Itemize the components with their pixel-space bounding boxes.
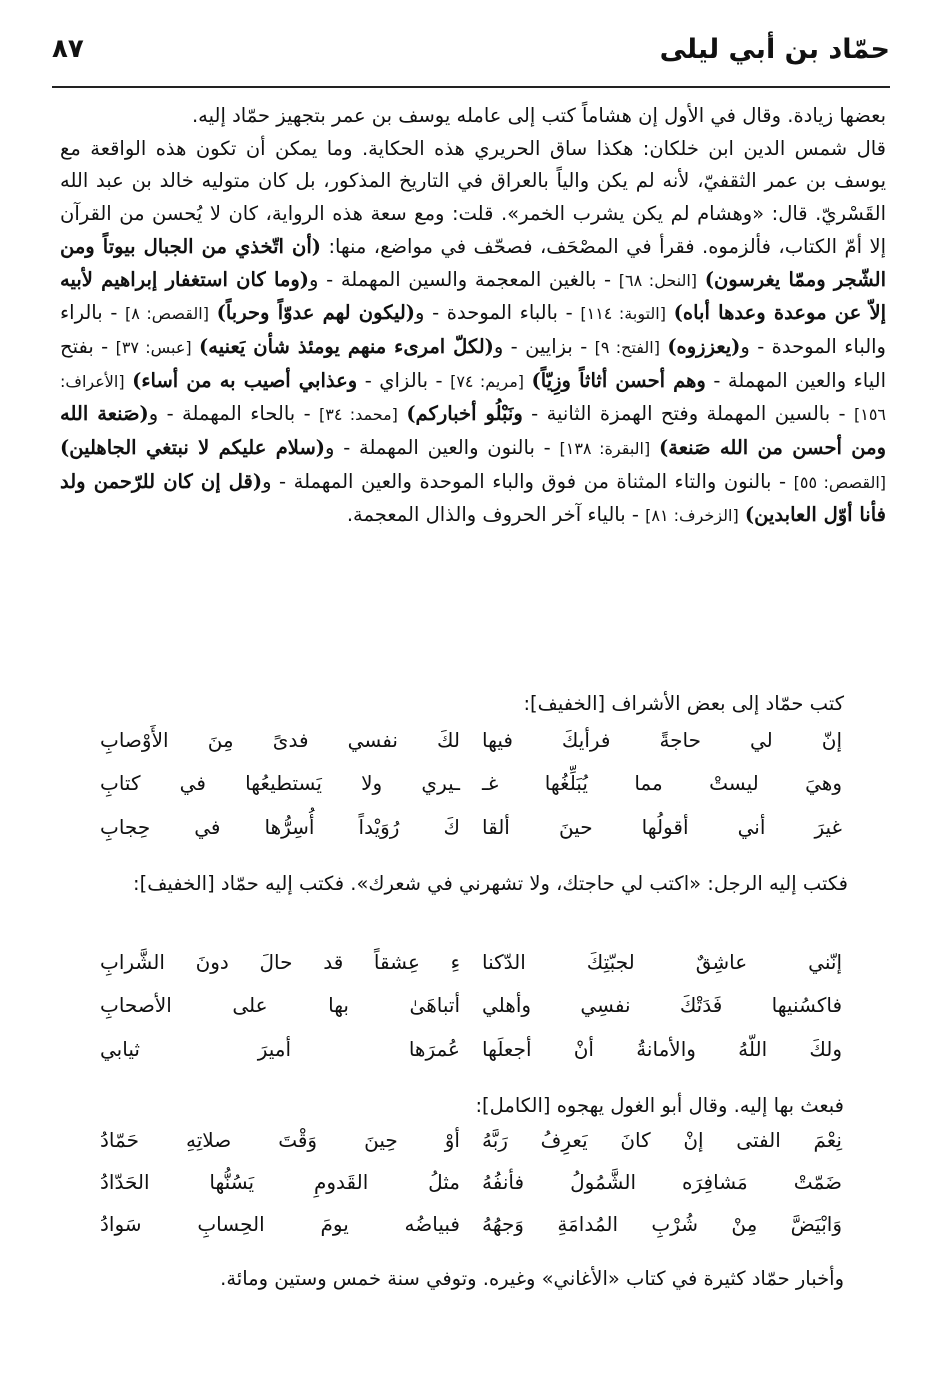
closing-paragraph: وأخبار حمّاد كثيرة في كتاب «الأغاني» وغيره. وتوفي سنة خمس وستين ومائة.: [220, 1267, 844, 1290]
quran-quote: (وما كان استغفار إبراهيم لأبيه إلاّ عن موعدة وعدها أباه): [60, 267, 887, 325]
quran-quote: وعذابي أصيب به من أساء): [132, 368, 358, 392]
verse-second-hemistich: ءِ عِشقاً قد حالَ دونَ الشَّرابِ: [100, 950, 460, 974]
verse-second-hemistich: أتباهَىٰ بها على الأصحابِ: [100, 993, 460, 1017]
verse-first-hemistich: إنّني عاشِقٌ لجبّتِكَ الدّكنا: [482, 950, 842, 974]
verse-reference: [البقرة: ١٣٨]: [559, 439, 651, 459]
verse-first-hemistich: غيرَ أني أقولُها حينَ ألقا: [482, 815, 842, 839]
poem-3-intro: فبعث بها إليه. وقال أبو الغول يهجوه [الكامل]:: [475, 1094, 844, 1117]
poem-1-verse: [100, 771, 842, 811]
paragraph-2: قال شمس الدين ابن خلكان: هكذا ساق الحريري هذه الحكاية. وما يمكن أن تكون هذه الواقعة مع يوسف بن عمر الثقفيّ، لأنه لم يكن والياً بالعراق في التاريخ المذكور، بل كان متوليه خالد بن عبد الله القَسْريّ. قال: «وهشام لم يكن يشرب الخمر». قلت: ومع سعة هذه الرواية، كان لا يُحسن من القرآن إلا أمّ الكتاب، فألزموه. فقرأ في المصْحَف، فصحّف في مواضع، منها: (أن اتّخذي من الجبال بيوتاً ومن الشّجر وممّا يغرسون) [النحل: ٦٨] - بالغين المعجمة والسين المهملة - و(وما كان استغفار إبراهيم لأبيه إلاّ عن موعدة وعدها أباه) [التوبة: ١١٤] - بالباء الموحدة - و(ليكون لهم عدوّاً وحرباً) [القصص: ٨] - بالراء والباء الموحدة - و(يعززوه) [الفتح: ٩] - بزايين - و(لكلّ امرىء منهم يومئذ شأن يَعنيه) [عبس: ٣٧] - بفتح الياء والعين المهملة - وهم أحسن أثاثاً وزِيّاً) [مريم: ٧٤] - بالزاي - وعذابي أصيب به من أساء) [الأعراف: ١٥٦] - بالسين المهملة وفتح الهمزة الثانية - ونَبْلُو أخباركم) [محمد: ٣٤] - بالحاء المهملة - و(صَنعة الله ومن أحسن من الله صَنعة) [البقرة: ١٣٨] - بالنون والعين المهملة - و(سلام عليكم لا نبتغي الجاهلين) [القصص: ٥٥] - بالنون والتاء المثناة من فوق والباء الموحدة والعين المهملة - و(قل إن كان للرّحمن ولد فأنا أوّل العابدين) [الزخرف: ٨١] - بالياء آخر الحروف والذال المعجمة.: [60, 136, 887, 527]
quran-quote: ونَبْلُو أخباركم): [406, 402, 523, 426]
verse-reference: [الزخرف: ٨١]: [645, 506, 739, 526]
verse-second-hemistich: ـيري ولا يَستطيعُها في كتابِ: [100, 771, 460, 795]
verse-first-hemistich: ضَمّتْ مَشافِرَه الشَّمُولُ فأنفُهُ: [482, 1170, 842, 1194]
verse-second-hemistich: كَ رُوَيْداً أُسِرُّها في حِجابِ: [100, 815, 460, 839]
poem-2-verse: [100, 950, 842, 990]
header-rule: [52, 86, 890, 88]
verse-second-hemistich: مثلُ القَدومِ يَسُنُّها الحَدّادُ: [100, 1170, 460, 1194]
poem-2-intro: فكتب إليه الرجل: «اكتب لي حاجتك، ولا تشهرني في شعرك». فكتب إليه حمّاد [الخفيف]:: [133, 872, 848, 895]
verse-reference: [الأعراف: ١٥٦]: [60, 371, 886, 425]
verse-reference: [الفتح: ٩]: [594, 337, 660, 357]
verse-reference: [النحل: ٦٨]: [618, 270, 698, 290]
verse-second-hemistich: عُمرَها أميرَ ثيابي: [100, 1037, 460, 1061]
verse-reference: [القصص: ٨]: [125, 304, 209, 324]
verse-first-hemistich: نِعْمَ الفتى إنْ كانَ يَعرِفُ رَبَّهُ: [482, 1128, 842, 1152]
page-header: [52, 28, 890, 84]
verse-reference: [التوبة: ١١٤]: [580, 304, 666, 324]
poem-3-verse: [100, 1128, 842, 1168]
quran-quote: (يعززوه): [667, 334, 741, 358]
poem-3-verse: [100, 1212, 842, 1252]
verse-first-hemistich: ولكَ اللّهُ والأمانةُ أنْ أجعلَها: [482, 1037, 842, 1061]
poem-1-verse: [100, 815, 842, 855]
quran-quote: (ليكون لهم عدوّاً وحرباً): [216, 301, 416, 325]
quran-quote: وهم أحسن أثاثاً وزِيّاً): [531, 368, 706, 392]
quran-quote: (لكلّ امرىء منهم يومئذ شأن يَعنيه): [199, 334, 494, 358]
poem-2-verse: [100, 1037, 842, 1077]
poem-3-verse: [100, 1170, 842, 1210]
quran-quote: (أن اتّخذي من الجبال بيوتاً ومن الشّجر وممّا يغرسون): [60, 234, 887, 291]
poem-2-verse: [100, 993, 842, 1033]
verse-first-hemistich: وَابْيَضَّ مِنْ شُرْبِ المُدامَةِ وَجهُهُ: [482, 1212, 842, 1236]
verse-first-hemistich: إنّ لي حاجةً فرأيكَ فيها: [482, 728, 842, 752]
verse-reference: [محمد: ٣٤]: [319, 405, 398, 425]
main-text: [60, 100, 886, 533]
verse-first-hemistich: وهيَ ليستْ مما يُبَلِّغُها غـ: [482, 771, 842, 795]
verse-second-hemistich: لكَ نفسي فدىً مِنَ الأَوْصابِ: [100, 728, 460, 752]
paragraph-1: بعضها زيادة. وقال في الأول إن هشاماً كتب إلى عامله يوسف بن عمر بتجهيز حمّاد إليه.: [191, 104, 886, 127]
poem-1-verse: [100, 728, 842, 768]
running-title: حمّاد بن أبي ليلى: [659, 34, 890, 65]
page-number: ٨٧: [52, 34, 84, 64]
poem-1-intro: كتب حمّاد إلى بعض الأشراف [الخفيف]:: [523, 692, 844, 715]
verse-reference: [عبس: ٣٧]: [115, 337, 192, 357]
verse-reference: [مريم: ٧٤]: [450, 371, 525, 391]
quran-quote: (قل إن كان للرّحمن ولد فأنا أوّل العابدين): [60, 469, 886, 527]
verse-first-hemistich: فاكسُنيها فَدَتْكَ نفسِي وأهلي: [482, 993, 842, 1017]
verse-second-hemistich: أوْ حِينَ وَقْتَ صلاتِهِ حَمّادُ: [100, 1128, 460, 1152]
quran-quote: (صَنعة الله ومن أحسن من الله صَنعة): [60, 402, 886, 460]
quran-quote: (سلام عليكم لا نبتغي الجاهلين): [60, 436, 326, 460]
verse-second-hemistich: فبياضُه يومَ الحِسابِ سَوادُ: [100, 1212, 460, 1236]
verse-reference: [القصص: ٥٥]: [793, 472, 887, 492]
